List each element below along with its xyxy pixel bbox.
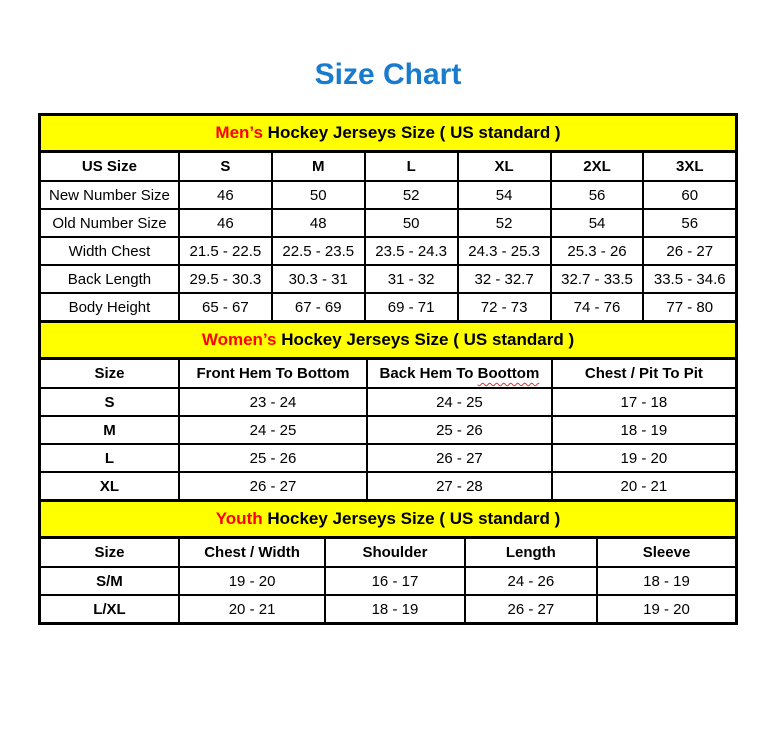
size-value: 52 — [458, 209, 551, 237]
size-value: 50 — [365, 209, 458, 237]
size-value: 46 — [179, 209, 272, 237]
size-value: 23.5 - 24.3 — [365, 237, 458, 265]
back-hem-text: Back Hem To — [379, 365, 478, 382]
row-label: Old Number Size — [40, 209, 179, 237]
size-value: 56 — [551, 181, 644, 209]
size-value: 23 - 24 — [179, 388, 367, 416]
size-value: 74 - 76 — [551, 293, 644, 322]
size-value: 19 - 20 — [179, 567, 325, 595]
size-value: 24 - 25 — [367, 388, 552, 416]
youth-section-rest: Hockey Jerseys Size ( US standard ) — [262, 509, 561, 528]
table-row-back-length — [40, 265, 737, 293]
womens-header-row — [40, 359, 737, 389]
size-value: 60 — [643, 181, 736, 209]
size-value: 54 — [458, 181, 551, 209]
size-value: 54 — [551, 209, 644, 237]
mens-header-xl: XL — [458, 152, 551, 182]
youth-header-length: Length — [465, 538, 597, 568]
mens-header-s: S — [179, 152, 272, 182]
size-chart — [38, 113, 738, 625]
table-row-body-height — [40, 293, 737, 322]
row-label: New Number Size — [40, 181, 179, 209]
table-row-youth-lxl — [40, 595, 737, 624]
row-label: Body Height — [40, 293, 179, 322]
size-value: 24 - 26 — [465, 567, 597, 595]
mens-header-row — [40, 152, 737, 182]
size-value: 18 - 19 — [552, 416, 737, 444]
size-value: 52 — [365, 181, 458, 209]
womens-section-rest: Hockey Jerseys Size ( US standard ) — [276, 330, 575, 349]
size-value: 22.5 - 23.5 — [272, 237, 365, 265]
page-title: Size Chart — [314, 58, 462, 91]
youth-section-band — [40, 501, 737, 538]
size-value: 25.3 - 26 — [551, 237, 644, 265]
table-row-womens-xl — [40, 472, 737, 501]
womens-section-title — [40, 322, 737, 359]
womens-header-chest: Chest / Pit To Pit — [552, 359, 737, 389]
table-row-old-number-size — [40, 209, 737, 237]
womens-section-band — [40, 322, 737, 359]
size-value: 25 - 26 — [367, 416, 552, 444]
size-value: 26 - 27 — [179, 472, 367, 501]
mens-header-us-size: US Size — [40, 152, 179, 182]
row-label: S/M — [40, 567, 179, 595]
mens-section-rest: Hockey Jerseys Size ( US standard ) — [262, 123, 561, 142]
youth-header-row — [40, 538, 737, 568]
table-row-womens-s — [40, 388, 737, 416]
row-label: L — [40, 444, 179, 472]
womens-header-size: Size — [40, 359, 179, 389]
womens-header-back-hem — [367, 359, 552, 389]
youth-header-chest-width: Chest / Width — [179, 538, 325, 568]
size-value: 24.3 - 25.3 — [458, 237, 551, 265]
table-row-width-chest — [40, 237, 737, 265]
row-label: Back Length — [40, 265, 179, 293]
size-value: 26 - 27 — [367, 444, 552, 472]
mens-header-2xl: 2XL — [551, 152, 644, 182]
womens-size-table — [38, 320, 738, 502]
mens-section-prefix: Men’s — [215, 123, 263, 142]
size-value: 72 - 73 — [458, 293, 551, 322]
table-row-womens-m — [40, 416, 737, 444]
womens-section-prefix: Women’s — [201, 330, 277, 349]
row-label: L/XL — [40, 595, 179, 624]
size-value: 16 - 17 — [325, 567, 464, 595]
size-value: 30.3 - 31 — [272, 265, 365, 293]
size-value: 48 — [272, 209, 365, 237]
youth-header-shoulder: Shoulder — [325, 538, 464, 568]
size-value: 69 - 71 — [365, 293, 458, 322]
mens-section-band — [40, 115, 737, 152]
mens-header-m: M — [272, 152, 365, 182]
size-value: 17 - 18 — [552, 388, 737, 416]
size-value: 19 - 20 — [552, 444, 737, 472]
row-label: XL — [40, 472, 179, 501]
mens-size-table — [38, 113, 738, 323]
youth-header-sleeve: Sleeve — [597, 538, 736, 568]
size-value: 32 - 32.7 — [458, 265, 551, 293]
table-row-youth-sm — [40, 567, 737, 595]
size-value: 33.5 - 34.6 — [643, 265, 736, 293]
womens-header-front-hem: Front Hem To Bottom — [179, 359, 367, 389]
mens-header-3xl: 3XL — [643, 152, 736, 182]
size-value: 50 — [272, 181, 365, 209]
row-label: M — [40, 416, 179, 444]
row-label: S — [40, 388, 179, 416]
size-value: 65 - 67 — [179, 293, 272, 322]
size-value: 27 - 28 — [367, 472, 552, 501]
table-row-new-number-size — [40, 181, 737, 209]
size-value: 19 - 20 — [597, 595, 736, 624]
table-row-womens-l — [40, 444, 737, 472]
mens-section-title — [40, 115, 737, 152]
size-value: 31 - 32 — [365, 265, 458, 293]
size-value: 18 - 19 — [597, 567, 736, 595]
size-value: 20 - 21 — [552, 472, 737, 501]
size-value: 29.5 - 30.3 — [179, 265, 272, 293]
size-value: 20 - 21 — [179, 595, 325, 624]
misspelled-word-squiggle: Boottom — [477, 365, 540, 382]
youth-section-prefix: Youth — [215, 509, 263, 528]
size-value: 18 - 19 — [325, 595, 464, 624]
youth-header-size: Size — [40, 538, 179, 568]
youth-size-table — [38, 499, 738, 625]
mens-header-l: L — [365, 152, 458, 182]
size-value: 24 - 25 — [179, 416, 367, 444]
size-value: 21.5 - 22.5 — [179, 237, 272, 265]
size-value: 32.7 - 33.5 — [551, 265, 644, 293]
size-value: 25 - 26 — [179, 444, 367, 472]
size-value: 26 - 27 — [643, 237, 736, 265]
size-value: 46 — [179, 181, 272, 209]
row-label: Width Chest — [40, 237, 179, 265]
size-value: 26 - 27 — [465, 595, 597, 624]
size-value: 67 - 69 — [272, 293, 365, 322]
youth-section-title — [40, 501, 737, 538]
size-value: 56 — [643, 209, 736, 237]
size-value: 77 - 80 — [643, 293, 736, 322]
